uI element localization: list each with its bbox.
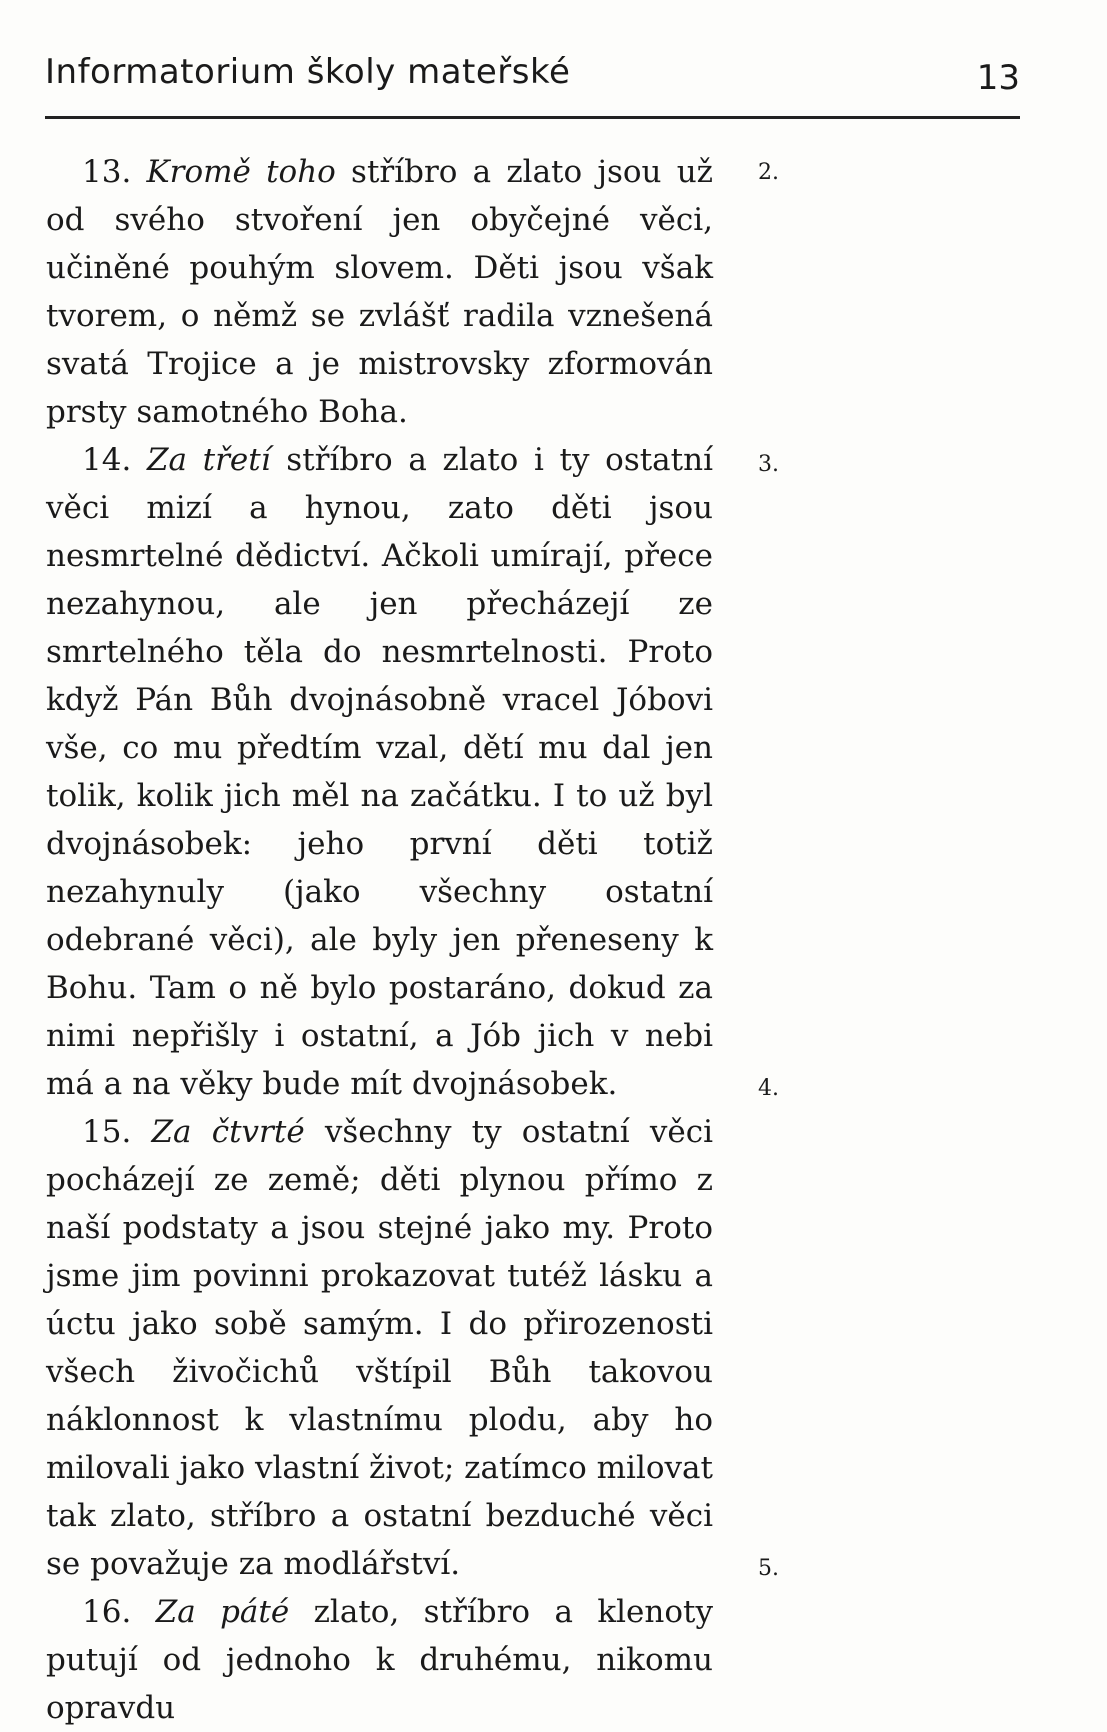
paragraph-text: zlato, stříbro a klenoty putují od jednoho k druhému, nikomu opravdu <box>46 1594 713 1726</box>
running-header <box>45 52 1020 102</box>
margin-note-4: 4. <box>758 1076 779 1101</box>
header-rule <box>45 116 1020 119</box>
paragraph-13 <box>46 148 713 436</box>
paragraph-lead: Za čtvrté <box>151 1114 305 1150</box>
paragraph-number: 14. <box>82 442 132 478</box>
paragraph-number: 15. <box>82 1114 132 1150</box>
running-title: Informatorium školy mateřské <box>45 52 571 92</box>
paragraph-14 <box>46 436 713 1108</box>
paragraph-lead: Za páté <box>155 1594 290 1630</box>
paragraph-number: 16. <box>82 1594 132 1630</box>
paragraph-lead: Za třetí <box>146 442 271 478</box>
margin-note-2: 2. <box>758 160 779 185</box>
paragraph-number: 13. <box>82 154 132 190</box>
margin-note-5: 5. <box>758 1556 779 1581</box>
paragraph-text: všechny ty ostatní věci pocházejí ze země; děti plynou přímo z naší podstaty a jsou stejné jako my. Proto jsme jim povinni prokazovat tutéž lásku a úctu jako sobě samým. I do přirozenosti všech živočichů vštípil Bůh takovou náklonnost k vlastnímu plodu, aby ho milovali jako vlastní život; zatímco milovat tak zlato, stříbro a ostatní bezduché věci se považuje za modlářství. <box>46 1114 713 1582</box>
paragraph-lead: Kromě toho <box>146 154 336 190</box>
paragraph-text: stříbro a zlato jsou už od svého stvoření jen obyčejné věci, učiněné pouhým slovem. Děti jsou však tvorem, o němž se zvlášť radila vznešená svatá Trojice a je mistrovsky zformován prsty samotného Boha. <box>46 154 713 430</box>
paragraph-text: stříbro a zlato i ty ostatní věci mizí a hynou, zato děti jsou nesmrtelné dědictví. Ačkoli umírají, přece nezahynou, ale jen přecházejí ze smrtelného těla do nesmrtelnosti. Proto když Pán Bůh dvojnásobně vracel Jóbovi vše, co mu předtím vzal, dětí mu dal jen tolik, kolik jich měl na začátku. I to už byl dvojnásobek: jeho první děti totiž nezahynuly (jako všechny ostatní odebrané věci), ale byly jen přeneseny k Bohu. Tam o ně bylo postaráno, dokud za nimi nepřišly i ostatní, a Jób jich v nebi má a na věky bude mít dvojnásobek. <box>46 442 714 1102</box>
body-text <box>46 148 713 1732</box>
page-number: 13 <box>976 58 1020 98</box>
margin-note-3: 3. <box>758 452 779 477</box>
paragraph-16 <box>46 1588 713 1732</box>
paragraph-15 <box>46 1108 713 1588</box>
